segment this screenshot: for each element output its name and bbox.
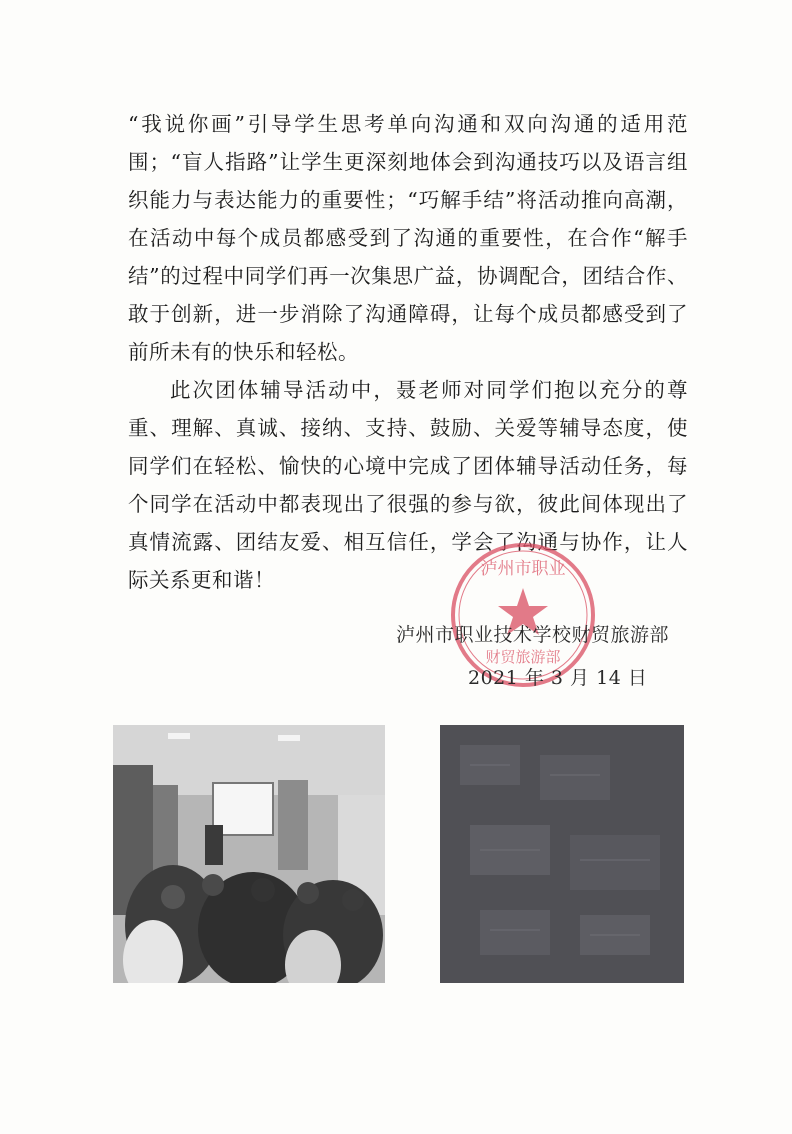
svg-text:财贸旅游部: 财贸旅游部 [485, 648, 561, 666]
activity-photo-board [440, 725, 684, 983]
activity-photo-classroom [113, 725, 385, 983]
signature-org: 泸州市职业技术学校财贸旅游部 [396, 624, 670, 646]
svg-text:泸州市职业: 泸州市职业 [480, 559, 566, 579]
paragraph-1: “我说你画”引导学生思考单向沟通和双向沟通的适用范围；“盲人指路”让学生更深刻地体会到沟通技巧以及语言组织能力与表达能力的重要性；“巧解手结”将活动推向高潮，在活动中每个成员都感受到了沟通的重要性，在合作“解手结”的过程中同学们再一次集思广益，协调配合，团结合作、敢于创新，进一步消除了沟通障碍，让每个成员都感受到了前所未有的快乐和轻松。 [128, 112, 688, 364]
paragraph-2: 此次团体辅导活动中，聂老师对同学们抱以充分的尊重、理解、真诚、接纳、支持、鼓励、关爱等辅导态度，使同学们在轻松、愉快的心境中完成了团体辅导活动任务，每个同学在活动中都表现出了很强的参与欲，彼此间体现出了真情流露、团结友爱、相互信任，学会了沟通与协作，让人际关系更和谐！ [128, 378, 688, 592]
document-body [128, 105, 688, 599]
signature-date: 2021 年 3 月 14 日 [468, 667, 648, 689]
